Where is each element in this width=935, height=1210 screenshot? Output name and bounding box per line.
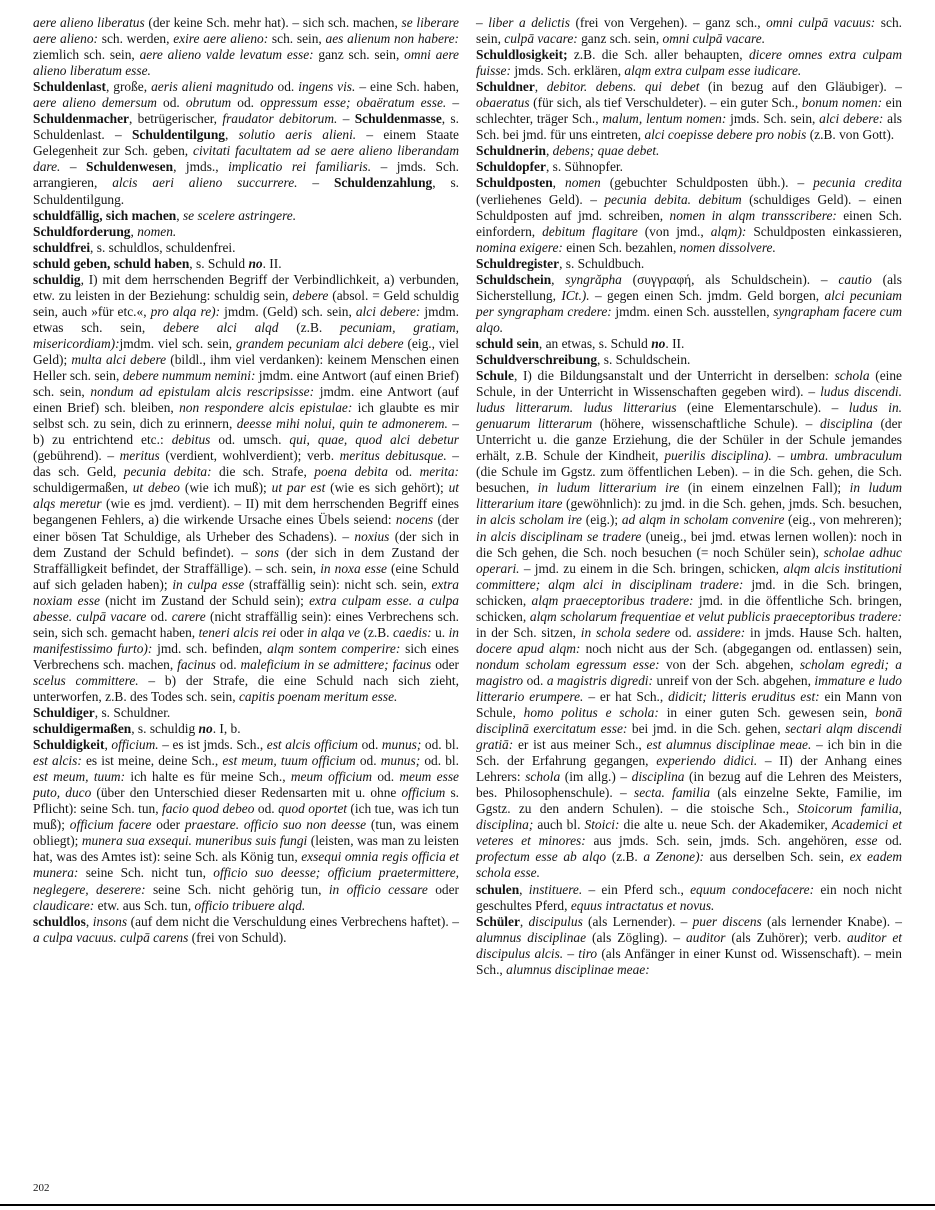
entry-schuldiger: Schuldiger, s. Schuldner. [33,705,171,721]
entry-schuld-sein: schuld sein, an etwas, s. Schuld no. II. [476,335,685,351]
entry-schuldfaellig: schuldfällig, sich machen, se scelere astringere. [33,207,297,223]
entry-schuldposten: Schuldposten, nomen (gebuchter Schuldposten übh.). – pecunia credita (verliehenes Geld). – pecunia debita. debitum (schuldiges Geld). – einen Schuldposten auf jmd. schreiben, nomen in alqm transscribere: einen Sch. einfordern, debitum flagitare (von jmd., alqm): Schuldposten einkassieren, nomina exigere: einen Sch. bezahlen, nomen dissolvere. [476,175,903,255]
text-columns [33,15,902,978]
right-column [476,15,902,978]
entry-schueler: Schüler, discipulus (als Lernender). – puer discens (als lernender Knabe). – alumnus disciplinae (als Zögling). – auditor (als Zuhörer); verb. auditor et discipulus alcis. – tiro (als Anfänger in einer Kunst od. Wissenschaft). – mein Sch., alumnus disciplinae meae: [476,913,903,977]
left-column [33,15,459,978]
page-number: 202 [33,1182,50,1194]
entry-schuldlos-continuation: – liber a delictis (frei von Vergehen). – ganz sch., omni culpā vacuus: sch. sein, culpā vacare: ganz sch. sein, omni culpā vacare. [476,15,902,47]
entry-schuldig: schuldig, I) mit dem herrschenden Begriff der Verbindlichkeit, a) verbunden, etw. zu leisten in der Beziehung: schuldig sein, debere (absol. = Geld schuldig sein, auch »für etc.«, pro alqa re): jmdm. (Geld) sch. sein, alci debere: jmdm. etwas sch. sein, debere alci alqd (z.B. pecuniam, gratiam, misericordiam):jmdm. viel sch. sein, grandem pecuniam alci debere (eig., viel Geld); multa alci debere (bildl., ihm viel verdanken): keinem Menschen einen Heller sch. sein, debere nummum nemini: jmdm. eine Antwort (auf einen Brief) sch. sein, nondum ad epistulam alcis rescripsisse: jmdm. eine Antwort (auf einen Brief) sch. bleiben, non respondere alcis epistulae: ich glaubte es mir selbst sch. zu sein, dich zu erinnern, deesse mihi nolui, quin te admonerem. – b) zu entrichtend etc.: debitus od. umsch. qui, quae, quod alci debetur (gebührend). – meritus (verdient, wohlverdient); verb. meritus debitusque. – das sch. Geld, pecunia debita: die sch. Strafe, poena debita od. merita: schuldigermaßen, ut debeo (wie ich muß); ut par est (wie es sich gehört); ut alqs meretur (wie es jmd. verdient). – II) mit dem herrschenden Begriff eines begangenen Fehlers, a) die wirkende Ursache eines Übels seiend: nocens (der einer bösen Tat Schuldige, als Urheber des Schadens). – noxius (der sich in dem Zustand der Schuld befindet). – sons (der sich in dem Zustand der Straffälligkeit befindet, der Straffällige). – sch. sein, in noxa esse (eine Schuld auf sich geladen haben); in culpa esse (straffällig sein): nicht sch. sein, extra noxiam esse (nicht im Zustand der Schuld sein); extra culpam esse. a culpa abesse. culpā vacare od. carere (nicht straffällig sein): eines Verbrechens sch. sein, sich sch. gemacht haben, teneri alcis rei oder in alqa ve (z.B. caedis: u. in manifestissimo furto): jmd. sch. befinden, alqm sontem comperire: sich eines Verbrechens sch. machen, facinus od. maleficium in se admittere; facinus oder scelus committere. – b) der Strafe, die eine Schuld nach sich zieht, unterworfen, z.B. des Todes sch. sein, capitis poenam meritum esse. [33,271,460,704]
entry-schuldforderung: Schuldforderung, nomen. [33,223,177,239]
entry-schuldenfrei-continuation: aere alieno liberatus (der keine Sch. mehr hat). – sich sch. machen, se liberare aere alieno: sch. werden, exire aere alieno: sch. sein, aes alienum non habere: ziemlich sch. sein, aere alieno valde levatum esse: ganz sch. sein, omni aere alieno liberatum esse. [33,15,460,79]
entry-schuldregister: Schuldregister, s. Schuldbuch. [476,255,645,271]
entry-schuldfrei: schuldfrei, s. schuldlos, schuldenfrei. [33,239,236,255]
entry-schuldner: Schuldner, debitor. debens. qui debet (in bezug auf den Gläubiger). – obaeratus (für sich, als tief Verschuldeter). – ein guter Sch., bonum nomen: ein schlechter, träger Sch., malum, lentum nomen: jmds. Sch. sein, alci debere: als Sch. bei jmd. für uns eintreten, alci coepisse debere pro nobis (z.B. von Gott). [476,79,902,143]
entry-schuldigkeit: Schuldigkeit, officium. – es ist jmds. Sch., est alcis officium od. munus; od. bl. est alcis: es ist meine, deine Sch., est meum, tuum officium od. munus; od. bl. est meum, tuum: ich halte es für meine Sch., meum officium od. meum esse puto, duco (über den Unterschied dieser Redensarten mit u. ohne officium s. Pflicht): seine Sch. tun, facio quod debeo od. quod oportet (ich tue, was ich tun muß); officium facere oder praestare. officio suo non deesse (tun, was einem obliegt); munera sua exsequi. muneribus suis fungi (leisten, was man zu leisten hat, was des Amtes ist): seine Sch. als König tun, exsequi omnia regis officia et munera: seine Sch. nicht tun, officio suo deesse; officium praetermittere, neglegere, deserere: seine Sch. nicht gehörig tun, in officio cessare oder claudicare: etw. aus Sch. tun, officio tribuere alqd. [33,737,460,913]
page-bottom-rule [0,1204,935,1206]
entry-schule: Schule, I) die Bildungsanstalt und der Unterricht in derselben: schola (eine Schule, in der Unterricht in Wissenschaften gegeben wird). – ludus discendi. ludus litterarum. ludus litterarius (eine Elementarschule). – ludus in. genuarum litterarum (höhere, wissenschaftliche Schule). – disciplina (der Unterricht u. die ganze Erziehung, die der Schüler in der Schule jemandes erhält, z.B. Schule der Kindheit, puerilis disciplina). – umbra. umbraculum (die Schule im Ggstz. zum öffentlichen Leben). – in die Sch. gehen, die Sch. besuchen, in ludum litterarium ire (in einem einzelnen Fall); in ludum litterarium itare (gewöhnlich): zu jmd. in die Sch. gehen, jmds. Sch. besuchen, in alcis scholam ire (eig.); ad alqm in scholam convenire (eig., von mehreren); in alcis disciplinam se tradere (uneig., bei jmd. etwas lernen wollen): noch in die Sch gehen, die Sch. noch besuchen (= noch Schüler sein), scholae adhuc operari. – jmd. zu einem in die Sch. bringen, schicken, alqm alcis institutioni committere; alqm alci in disciplinam tradere: jmd. in die Sch. bringen, schicken, alqm praeceptoribus tradere: jmd. in die öffentliche Sch. bringen, schicken, alqm scholarum frequentiae et velut publicis praeceptoribus tradere: in der Sch. sitzen, in schola sedere od. assidere: in jmds. Hause Sch. halten, docere apud alqm: noch nicht aus der Sch. (abgegangen od. entlassen) sein, nondum scholam egressum esse: von der Sch. abgehen, scholam egredi; a magistro od. a magistris digredi: unreif von der Sch. abgehen, immature e ludo litterario erumpere. – er hat Sch., didicit; litteris eruditus est: ein Mann von Schule, homo politus e schola: in einer guten Sch. gewesen sein, bonā disciplinā exercitatum esse: bei jmd. in die Sch. gehen, sectari alqm discendi gratiā: er ist aus meiner Sch., est alumnus disciplinae meae. – ich bin in die Sch. der Erfahrung gegangen, experiendo didici. – II) der Anhang eines Lehrers: schola (im allg.) – disciplina (in bezug auf die Lehren des Meisters, bes. Philosophenschule). – secta. familia (als einzelne Sekte, Familie, im Ggstz. zu den andern Schulen). – die stoische Sch., Stoicorum familia, disciplina; auch bl. Stoici: die alte u. neue Sch. der Akademiker, Academici et veteres et minores: aus jmds. Sch. sein, jmds. Sch. angehören, esse od. profectum esse ab alqo (z.B. a Zenone): aus derselben Sch. sein, ex eadem schola esse. [476,368,903,881]
entry-schuldlosigkeit: Schuldlosigkeit; z.B. die Sch. aller behaupten, dicere omnes extra culpam fuisse: jmds. Sch. erklären, alqm extra culpam esse iudicare. [476,47,902,79]
entry-schulen: schulen, instituere. – ein Pferd sch., equum condocefacere: ein noch nicht geschultes Pferd, equus intractatus et novus. [476,881,903,913]
entry-schuldlos: schuldlos, insons (auf dem nicht die Verschuldung eines Verbrechens haftet). – a culpa vacuus. culpā carens (frei von Schuld). [33,913,459,945]
entry-schuld-geben: schuld geben, schuld haben, s. Schuld no. II. [33,255,282,271]
entry-schuldverschreibung: Schuldverschreibung, s. Schuldschein. [476,351,691,367]
entry-schuldigermassen: schuldigermaßen, s. schuldig no. I, b. [33,721,241,737]
entry-schuldschein: Schuldschein, syngrăpha (συγγραφή, als Schuldschein). – cautio (als Sicherstellung, ICt.). – gegen einen Sch. jmdm. Geld borgen, alci pecuniam per syngrapham credere: jmdm. einen Sch. ausstellen, syngrapham facere cum alqo. [476,271,902,335]
entry-schuldopfer: Schuldopfer, s. Sühnopfer. [476,159,623,175]
entry-schuldnerin: Schuldnerin, debens; quae debet. [476,143,660,159]
entry-schuldenlast: Schuldenlast, große, aeris alieni magnitudo od. ingens vis. – eine Sch. haben, aere alieno demersum od. obrutum od. oppressum esse; obaëratum esse. – Schuldenmacher, betrügerischer, fraudator debitorum. – Schuldenmasse, s. Schuldenlast. – Schuldentilgung, solutio aeris alieni. – einem Staate Gelegenheit zur Sch. geben, civitati facultatem ad se aere alieno liberandam dare. – Schuldenwesen, jmds., implicatio rei familiaris. – jmds. Sch. arrangieren, alcis aeri alieno succurrere. – Schuldenzahlung, s. Schuldentilgung. [33,79,460,207]
